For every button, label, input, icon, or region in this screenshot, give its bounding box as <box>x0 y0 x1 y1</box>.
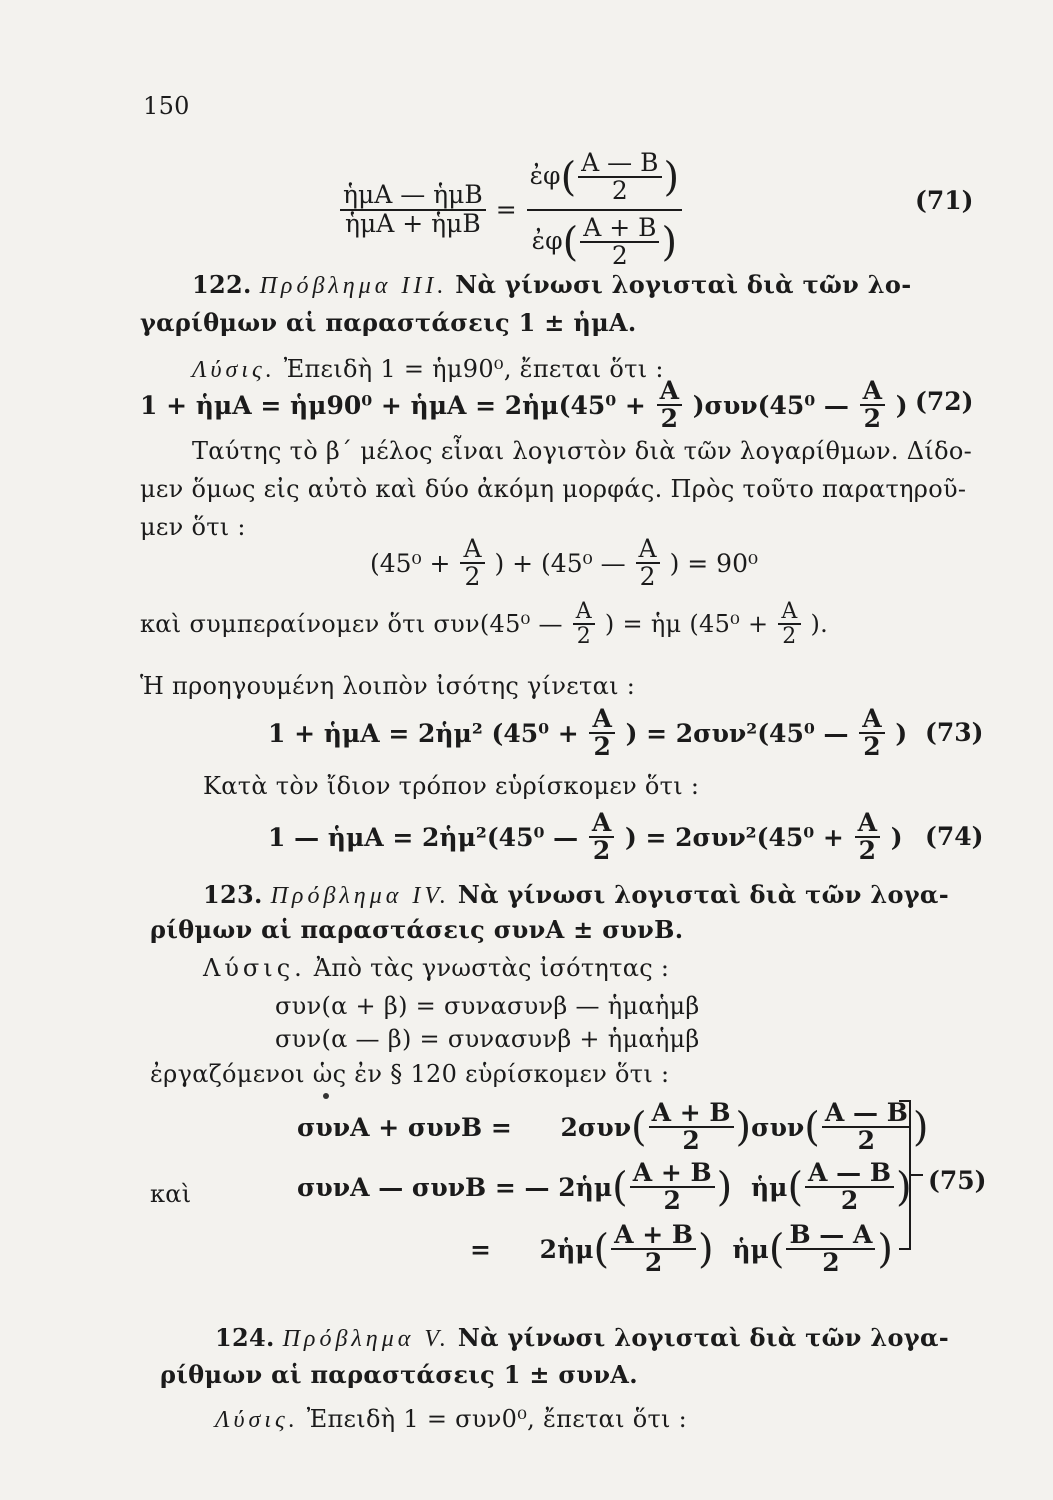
eq75-brace <box>895 1100 911 1250</box>
eq75-row3: = 2ἡμ( $\frac{A + B}{2}$ ) ἡμ( $\frac{B — A}{2}$ ) <box>470 1220 894 1278</box>
eq72-label: (72) <box>915 387 974 416</box>
eq71-rhs-fraction: ἐφ( $\frac{A — B}{2}$ ) ἐφ( $\frac{A + B}{2}$ ) <box>527 150 682 269</box>
section-123-line2: ρίθμων αἱ παραστάσεις συνA ± συνB. <box>150 915 684 944</box>
para1-line3: μεν ὅτι : <box>140 513 246 541</box>
working-text: ἐργαζόμενοι ὡς ἐν § 120 εὑρίσκομεν ὅτι : <box>150 1060 670 1088</box>
section-124-line2: ρίθμων αἱ παραστάσεις 1 ± συνA. <box>160 1360 638 1389</box>
identity-cos-sum: συν(α + β) = συνασυνβ — ἡμαἡμβ <box>275 992 700 1020</box>
section-123-lysis: Λύσις. Ἀπὸ τὰς γνωστὰς ἰσότητας : <box>203 954 670 982</box>
equation-71: $\frac{\text{ἡμA — ἡμB}}{\text{ἡμA + ἡμB}}$ = ἐφ( $\frac{A — B}{2}$ ) ἐφ( $\frac{A + B}{2}$ ) <box>338 150 684 269</box>
eq75-label: (75) <box>928 1166 987 1195</box>
equation-74: 1 — ἡμA = 2ἡμ²(45⁰ — $\frac{A}{2}$ ) = 2συν²(45⁰ + $\frac{A}{2}$ ) <box>268 808 903 866</box>
eq71-label: (71) <box>915 186 974 215</box>
ink-dot <box>323 1093 329 1099</box>
equation-sum-90: (45⁰ + $\frac{A}{2}$ ) + (45⁰ — $\frac{A}{2}$ ) = 90⁰ <box>370 534 758 592</box>
eq75-row1: συνA + συνB = 2συν( $\frac{A + B}{2}$ )συν( $\frac{A — B}{2}$ ) <box>297 1098 929 1156</box>
eq71-lhs-fraction: $\frac{\text{ἡμA — ἡμB}}{\text{ἡμA + ἡμB}}$ <box>340 182 486 237</box>
section-122-lysis: Λύσις. Ἐπειδὴ 1 = ἡμ90⁰, ἔπεται ὅτι : <box>192 355 664 383</box>
section-124-lysis: Λύσις. Ἐπειδὴ 1 = συν0⁰, ἔπεται ὅτι : <box>215 1405 688 1433</box>
eq75-row2: συνA — συνB = — 2ἡμ( $\frac{A + B}{2}$ ) ἡμ( $\frac{A — B}{2}$ ) <box>297 1158 912 1216</box>
section-123-header: 123. Πρόβλημα ΙV. Νὰ γίνωσι λογισταὶ διὰ τῶν λογα- <box>203 880 949 909</box>
equation-72: 1 + ἡμA = ἡμ90⁰ + ἡμA = 2ἡμ(45⁰ + $\frac{A}{2}$ )συν(45⁰ — $\frac{A}{2}$ ) <box>140 376 908 434</box>
equation-73: 1 + ἡμA = 2ἡμ² (45⁰ + $\frac{A}{2}$ ) = 2συν²(45⁰ — $\frac{A}{2}$ ) <box>268 704 908 762</box>
section-122-header: 122. Πρόβλημα ΙΙΙ. Νὰ γίνωσι λογισταὶ διὰ τῶν λο- <box>192 270 912 299</box>
eq73-label: (73) <box>925 718 984 747</box>
identity-cos-diff: συν(α — β) = συνασυνβ + ἡμαἡμβ <box>275 1025 700 1053</box>
section-124-header: 124. Πρόβλημα V. Νὰ γίνωσι λογισταὶ διὰ τῶν λογα- <box>215 1323 949 1352</box>
section-122-line2: γαρίθμων αἱ παραστάσεις 1 ± ἡμA. <box>140 308 637 337</box>
same-way-text: Κατὰ τὸν ἴδιον τρόπον εὑρίσκομεν ὅτι : <box>203 772 700 800</box>
prev-identity-text: Ἡ προηγουμένη λοιπὸν ἰσότης γίνεται : <box>140 672 636 700</box>
para1-line1: Ταύτης τὸ β΄ μέλος εἶναι λογιστὸν διὰ τῶν λογαρίθμων. Δίδο- <box>192 437 972 465</box>
para1-line2: μεν ὅμως εἰς αὐτὸ καὶ δύο ἀκόμη μορφάς. Πρὸς τοῦτο παρατηροῦ- <box>140 475 967 503</box>
page-number: 150 <box>143 92 190 120</box>
eq75-kai: καὶ <box>150 1180 192 1208</box>
eq74-label: (74) <box>925 822 984 851</box>
conclusion-line: καὶ συμπεραίνομεν ὅτι συν(45⁰ — $\frac{A}{2}$ ) = ἡμ (45⁰ + $\frac{A}{2}$ ). <box>140 599 829 650</box>
